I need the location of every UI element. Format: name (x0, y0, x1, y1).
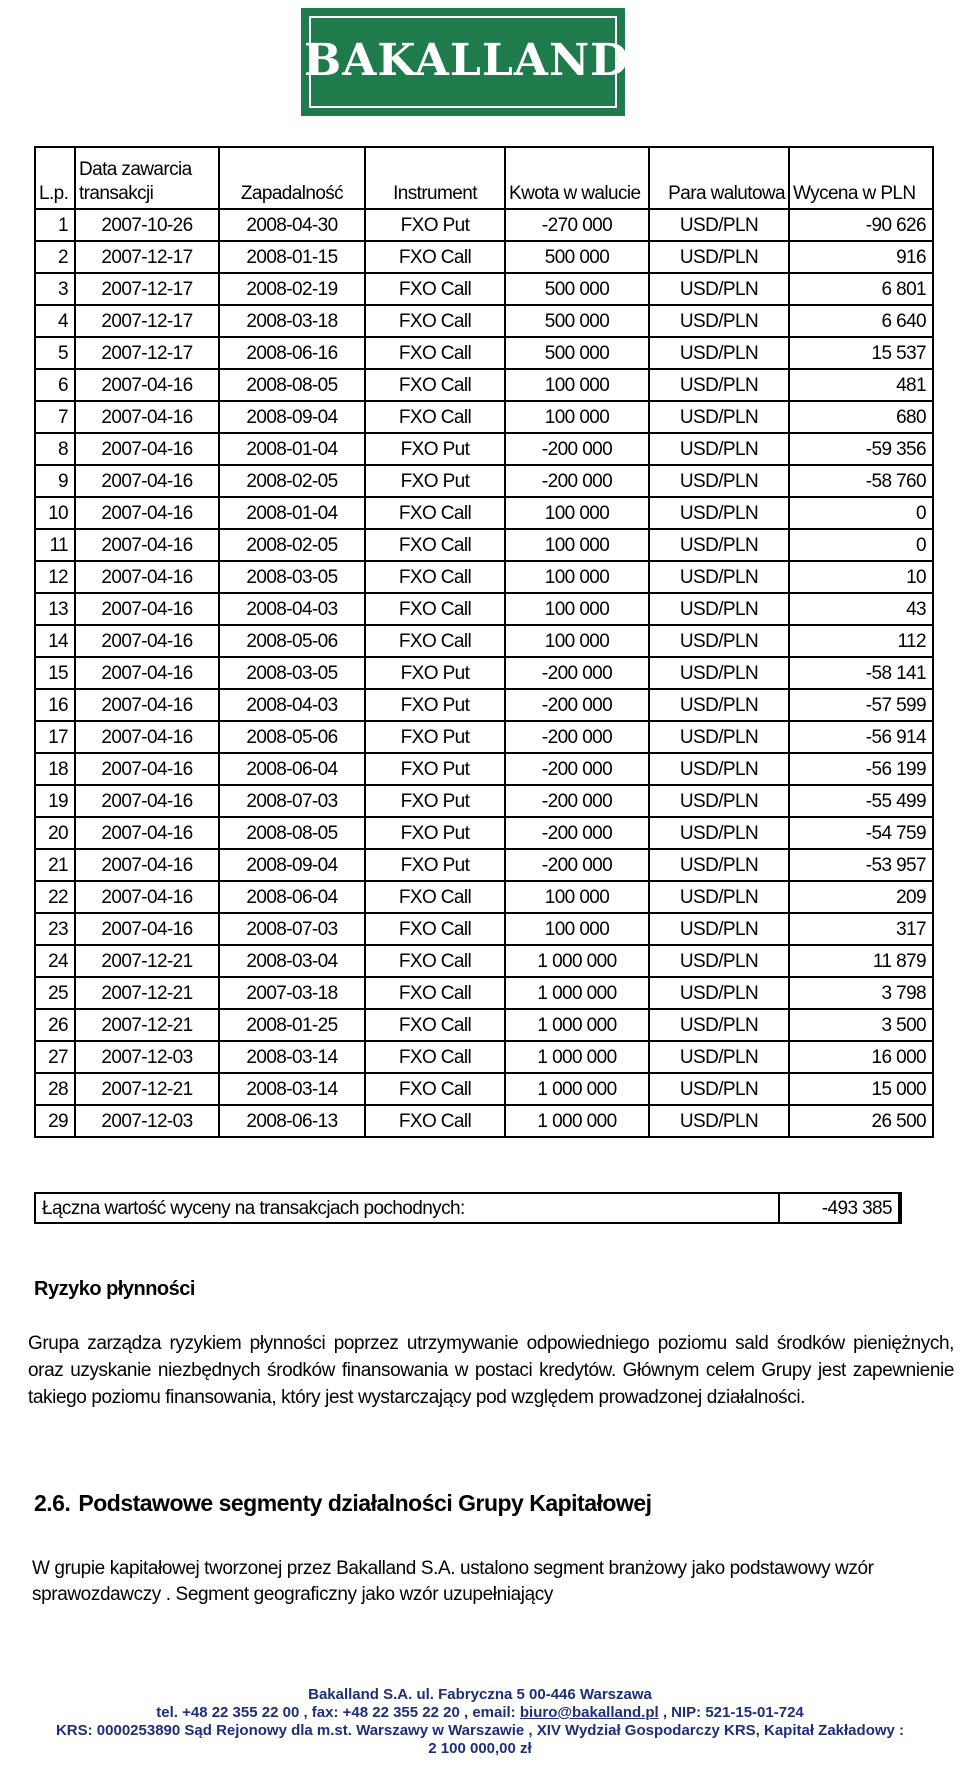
cell-instrument: FXO Call (365, 337, 505, 369)
table-row (35, 465, 933, 497)
cell-row-number: 13 (35, 593, 75, 625)
cell-row-number: 8 (35, 433, 75, 465)
cell-currency-pair: USD/PLN (649, 849, 789, 881)
cell-amount: 500 000 (505, 241, 649, 273)
cell-instrument: FXO Put (365, 817, 505, 849)
table-row (35, 753, 933, 785)
header-trade-date: Data zawarcia transakcji (75, 147, 219, 209)
cell-instrument: FXO Call (365, 305, 505, 337)
cell-amount: 1 000 000 (505, 1073, 649, 1105)
table-row (35, 561, 933, 593)
cell-maturity-date: 2008-04-30 (219, 209, 365, 241)
cell-trade-date: 2007-04-16 (75, 625, 219, 657)
cell-currency-pair: USD/PLN (649, 1105, 789, 1137)
cell-maturity-date: 2008-02-05 (219, 529, 365, 561)
cell-row-number: 9 (35, 465, 75, 497)
cell-row-number: 21 (35, 849, 75, 881)
cell-row-number: 15 (35, 657, 75, 689)
cell-instrument: FXO Call (365, 561, 505, 593)
table-row (35, 1105, 933, 1137)
table-row (35, 241, 933, 273)
cell-valuation: 916 (789, 241, 933, 273)
cell-currency-pair: USD/PLN (649, 945, 789, 977)
cell-row-number: 11 (35, 529, 75, 561)
liquidity-risk-paragraph: Grupa zarządza ryzykiem płynności poprzez utrzymywanie odpowiedniego poziomu sald środków pieniężnych, oraz uzyskanie niezbędnych środków finansowania w postaci kredytów. Głównym celem Grupy jest zapewnienie takiego poziomu finansowania, który jest wystarczający pod względem prowadzonej działalności. (28, 1333, 954, 1408)
table-row (35, 337, 933, 369)
cell-currency-pair: USD/PLN (649, 1041, 789, 1073)
cell-valuation: -55 499 (789, 785, 933, 817)
cell-instrument: FXO Call (365, 497, 505, 529)
cell-instrument: FXO Put (365, 433, 505, 465)
table-row (35, 721, 933, 753)
cell-instrument: FXO Call (365, 1009, 505, 1041)
cell-instrument: FXO Call (365, 401, 505, 433)
cell-row-number: 23 (35, 913, 75, 945)
cell-instrument: FXO Call (365, 913, 505, 945)
cell-row-number: 6 (35, 369, 75, 401)
header-maturity: Zapadalność (219, 147, 365, 209)
cell-trade-date: 2007-12-17 (75, 305, 219, 337)
cell-valuation: 15 000 (789, 1073, 933, 1105)
cell-row-number: 1 (35, 209, 75, 241)
cell-row-number: 28 (35, 1073, 75, 1105)
cell-instrument: FXO Call (365, 1041, 505, 1073)
cell-instrument: FXO Put (365, 689, 505, 721)
cell-amount: -200 000 (505, 849, 649, 881)
cell-amount: -200 000 (505, 753, 649, 785)
cell-maturity-date: 2008-02-05 (219, 465, 365, 497)
cell-instrument: FXO Call (365, 593, 505, 625)
cell-valuation: 6 640 (789, 305, 933, 337)
cell-instrument: FXO Put (365, 465, 505, 497)
cell-amount: -200 000 (505, 785, 649, 817)
cell-row-number: 29 (35, 1105, 75, 1137)
cell-currency-pair: USD/PLN (649, 529, 789, 561)
cell-amount: -200 000 (505, 433, 649, 465)
cell-row-number: 25 (35, 977, 75, 1009)
cell-maturity-date: 2008-07-03 (219, 913, 365, 945)
cell-amount: -200 000 (505, 689, 649, 721)
cell-row-number: 24 (35, 945, 75, 977)
cell-currency-pair: USD/PLN (649, 753, 789, 785)
cell-instrument: FXO Call (365, 945, 505, 977)
cell-row-number: 17 (35, 721, 75, 753)
cell-trade-date: 2007-04-16 (75, 913, 219, 945)
table-row (35, 529, 933, 561)
segments-title: Podstawowe segmenty działalności Grupy Kapitałowej (78, 1490, 652, 1516)
cell-amount: 1 000 000 (505, 1041, 649, 1073)
cell-maturity-date: 2008-03-05 (219, 561, 365, 593)
bakalland-logo (301, 8, 630, 116)
table-row (35, 497, 933, 529)
cell-currency-pair: USD/PLN (649, 433, 789, 465)
cell-valuation: 209 (789, 881, 933, 913)
cell-maturity-date: 2008-08-05 (219, 817, 365, 849)
table-row (35, 1073, 933, 1105)
cell-valuation: 0 (789, 497, 933, 529)
table-row (35, 433, 933, 465)
cell-amount: 1 000 000 (505, 1105, 649, 1137)
cell-valuation: 10 (789, 561, 933, 593)
cell-trade-date: 2007-04-16 (75, 465, 219, 497)
cell-instrument: FXO Call (365, 977, 505, 1009)
cell-currency-pair: USD/PLN (649, 401, 789, 433)
cell-maturity-date: 2007-03-18 (219, 977, 365, 1009)
cell-amount: 100 000 (505, 593, 649, 625)
footer-email-link[interactable]: biuro@bakalland.pl (519, 1704, 659, 1721)
cell-trade-date: 2007-04-16 (75, 369, 219, 401)
cell-instrument: FXO Put (365, 209, 505, 241)
table-row (35, 625, 933, 657)
cell-currency-pair: USD/PLN (649, 241, 789, 273)
cell-trade-date: 2007-04-16 (75, 721, 219, 753)
cell-currency-pair: USD/PLN (649, 305, 789, 337)
cell-row-number: 16 (35, 689, 75, 721)
cell-amount: 100 000 (505, 529, 649, 561)
header-lp: L.p. (35, 147, 75, 209)
cell-valuation: 0 (789, 529, 933, 561)
cell-currency-pair: USD/PLN (649, 465, 789, 497)
cell-currency-pair: USD/PLN (649, 497, 789, 529)
cell-maturity-date: 2008-04-03 (219, 689, 365, 721)
cell-currency-pair: USD/PLN (649, 721, 789, 753)
cell-maturity-date: 2008-03-14 (219, 1073, 365, 1105)
cell-trade-date: 2007-12-21 (75, 977, 219, 1009)
cell-trade-date: 2007-10-26 (75, 209, 219, 241)
cell-maturity-date: 2008-01-04 (219, 433, 365, 465)
cell-trade-date: 2007-04-16 (75, 497, 219, 529)
cell-currency-pair: USD/PLN (649, 817, 789, 849)
cell-trade-date: 2007-04-16 (75, 657, 219, 689)
cell-currency-pair: USD/PLN (649, 977, 789, 1009)
cell-maturity-date: 2008-06-04 (219, 753, 365, 785)
cell-amount: 500 000 (505, 273, 649, 305)
cell-row-number: 22 (35, 881, 75, 913)
header-valuation: Wycena w PLN (789, 147, 933, 209)
cell-valuation: -53 957 (789, 849, 933, 881)
cell-currency-pair: USD/PLN (649, 561, 789, 593)
cell-trade-date: 2007-12-21 (75, 1009, 219, 1041)
total-value-cell (778, 1192, 902, 1224)
cell-amount: -200 000 (505, 721, 649, 753)
cell-currency-pair: USD/PLN (649, 625, 789, 657)
cell-maturity-date: 2008-06-13 (219, 1105, 365, 1137)
cell-row-number: 26 (35, 1009, 75, 1041)
total-row (34, 1192, 900, 1224)
cell-instrument: FXO Call (365, 1105, 505, 1137)
cell-trade-date: 2007-04-16 (75, 785, 219, 817)
cell-maturity-date: 2008-05-06 (219, 625, 365, 657)
cell-maturity-date: 2008-01-15 (219, 241, 365, 273)
cell-amount: -200 000 (505, 465, 649, 497)
cell-valuation: 481 (789, 369, 933, 401)
cell-trade-date: 2007-04-16 (75, 753, 219, 785)
cell-row-number: 18 (35, 753, 75, 785)
cell-currency-pair: USD/PLN (649, 369, 789, 401)
cell-instrument: FXO Call (365, 1073, 505, 1105)
cell-amount: 1 000 000 (505, 945, 649, 977)
cell-currency-pair: USD/PLN (649, 209, 789, 241)
cell-amount: 100 000 (505, 881, 649, 913)
cell-valuation: 317 (789, 913, 933, 945)
footer-contact (0, 1704, 960, 1722)
table-header-row (35, 147, 933, 209)
cell-maturity-date: 2008-03-14 (219, 1041, 365, 1073)
cell-instrument: FXO Put (365, 753, 505, 785)
cell-maturity-date: 2008-06-16 (219, 337, 365, 369)
cell-instrument: FXO Call (365, 273, 505, 305)
cell-amount: -270 000 (505, 209, 649, 241)
cell-valuation: -59 356 (789, 433, 933, 465)
cell-maturity-date: 2008-03-18 (219, 305, 365, 337)
footer-registry: KRS: 0000253890 Sąd Rejonowy dla m.st. Warszawy w Warszawie , XIV Wydział Gospodarczy KRS, Kapitał Zakładowy : (55, 1722, 905, 1739)
segments-heading (34, 1490, 652, 1517)
cell-valuation: -57 599 (789, 689, 933, 721)
table-row (35, 785, 933, 817)
cell-instrument: FXO Call (365, 369, 505, 401)
cell-valuation: 680 (789, 401, 933, 433)
segments-section-number: 2.6. (34, 1490, 71, 1516)
table-row (35, 977, 933, 1009)
cell-valuation: 3 500 (789, 1009, 933, 1041)
cell-valuation: 3 798 (789, 977, 933, 1009)
cell-valuation: 26 500 (789, 1105, 933, 1137)
cell-trade-date: 2007-12-17 (75, 337, 219, 369)
cell-row-number: 5 (35, 337, 75, 369)
cell-amount: 500 000 (505, 337, 649, 369)
cell-trade-date: 2007-04-16 (75, 401, 219, 433)
cell-valuation: -58 141 (789, 657, 933, 689)
cell-row-number: 27 (35, 1041, 75, 1073)
cell-trade-date: 2007-12-21 (75, 945, 219, 977)
cell-maturity-date: 2008-02-19 (219, 273, 365, 305)
table-row (35, 401, 933, 433)
cell-amount: 1 000 000 (505, 977, 649, 1009)
cell-valuation: 43 (789, 593, 933, 625)
cell-valuation: -54 759 (789, 817, 933, 849)
cell-valuation: 11 879 (789, 945, 933, 977)
cell-valuation: 6 801 (789, 273, 933, 305)
cell-trade-date: 2007-04-16 (75, 529, 219, 561)
cell-instrument: FXO Put (365, 657, 505, 689)
footer-nip: , NIP: 521-15-01-724 (658, 1704, 804, 1721)
footer (0, 1686, 960, 1758)
cell-currency-pair: USD/PLN (649, 1073, 789, 1105)
cell-currency-pair: USD/PLN (649, 1009, 789, 1041)
cell-maturity-date: 2008-09-04 (219, 849, 365, 881)
table-row (35, 657, 933, 689)
cell-row-number: 14 (35, 625, 75, 657)
cell-amount: 100 000 (505, 625, 649, 657)
table-body (35, 209, 933, 1137)
cell-row-number: 19 (35, 785, 75, 817)
cell-maturity-date: 2008-09-04 (219, 401, 365, 433)
cell-currency-pair: USD/PLN (649, 593, 789, 625)
cell-instrument: FXO Put (365, 721, 505, 753)
cell-instrument: FXO Call (365, 241, 505, 273)
cell-amount: -200 000 (505, 657, 649, 689)
table-row (35, 689, 933, 721)
cell-currency-pair: USD/PLN (649, 881, 789, 913)
cell-valuation: 15 537 (789, 337, 933, 369)
cell-maturity-date: 2008-05-06 (219, 721, 365, 753)
cell-instrument: FXO Call (365, 529, 505, 561)
cell-row-number: 7 (35, 401, 75, 433)
cell-currency-pair: USD/PLN (649, 657, 789, 689)
footer-capital: 2 100 000,00 zł (428, 1740, 532, 1757)
table-row (35, 945, 933, 977)
cell-valuation: 16 000 (789, 1041, 933, 1073)
cell-maturity-date: 2008-03-05 (219, 657, 365, 689)
cell-amount: 100 000 (505, 369, 649, 401)
cell-maturity-date: 2008-06-04 (219, 881, 365, 913)
cell-trade-date: 2007-12-03 (75, 1041, 219, 1073)
table-row (35, 1009, 933, 1041)
header-currency-pair: Para walutowa (649, 147, 789, 209)
cell-row-number: 2 (35, 241, 75, 273)
cell-instrument: FXO Put (365, 785, 505, 817)
cell-trade-date: 2007-04-16 (75, 881, 219, 913)
cell-valuation: 112 (789, 625, 933, 657)
cell-amount: 100 000 (505, 497, 649, 529)
table-row (35, 913, 933, 945)
cell-trade-date: 2007-12-17 (75, 241, 219, 273)
cell-amount: 100 000 (505, 561, 649, 593)
cell-instrument: FXO Call (365, 881, 505, 913)
table-row (35, 273, 933, 305)
cell-instrument: FXO Put (365, 849, 505, 881)
cell-maturity-date: 2008-07-03 (219, 785, 365, 817)
cell-row-number: 20 (35, 817, 75, 849)
cell-trade-date: 2007-04-16 (75, 689, 219, 721)
cell-row-number: 12 (35, 561, 75, 593)
cell-trade-date: 2007-12-03 (75, 1105, 219, 1137)
cell-amount: 100 000 (505, 913, 649, 945)
segments-paragraph: W grupie kapitałowej tworzonej przez Bakalland S.A. ustalono segment branżowy jako podstawowy wzór sprawozdawczy . Segment geograficzny jako wzór uzupełniający (32, 1558, 874, 1605)
cell-amount: 100 000 (505, 401, 649, 433)
header-instrument: Instrument (365, 147, 505, 209)
header-amount: Kwota w walucie (505, 147, 649, 209)
table-row (35, 881, 933, 913)
cell-currency-pair: USD/PLN (649, 273, 789, 305)
cell-maturity-date: 2008-08-05 (219, 369, 365, 401)
cell-trade-date: 2007-04-16 (75, 817, 219, 849)
cell-maturity-date: 2008-01-04 (219, 497, 365, 529)
table-row (35, 305, 933, 337)
table-row (35, 1041, 933, 1073)
table-row (35, 817, 933, 849)
table-row (35, 369, 933, 401)
cell-trade-date: 2007-04-16 (75, 561, 219, 593)
logo-text: BAKALLAND (304, 35, 630, 86)
cell-trade-date: 2007-04-16 (75, 433, 219, 465)
cell-trade-date: 2007-04-16 (75, 593, 219, 625)
cell-currency-pair: USD/PLN (649, 913, 789, 945)
cell-trade-date: 2007-12-21 (75, 1073, 219, 1105)
table-row (35, 849, 933, 881)
footer-address: Bakalland S.A. ul. Fabryczna 5 00-446 Warszawa (308, 1686, 652, 1703)
cell-valuation: -56 914 (789, 721, 933, 753)
cell-row-number: 10 (35, 497, 75, 529)
cell-maturity-date: 2008-03-04 (219, 945, 365, 977)
cell-maturity-date: 2008-01-25 (219, 1009, 365, 1041)
derivatives-table (34, 146, 934, 1138)
cell-amount: -200 000 (505, 817, 649, 849)
cell-row-number: 3 (35, 273, 75, 305)
cell-trade-date: 2007-12-17 (75, 273, 219, 305)
cell-currency-pair: USD/PLN (649, 785, 789, 817)
liquidity-risk-heading: Ryzyko płynności (34, 1278, 195, 1300)
total-label: Łączna wartość wyceny na transakcjach pochodnych: (42, 1198, 465, 1219)
table-row (35, 209, 933, 241)
cell-trade-date: 2007-04-16 (75, 849, 219, 881)
cell-valuation: -58 760 (789, 465, 933, 497)
cell-row-number: 4 (35, 305, 75, 337)
cell-maturity-date: 2008-04-03 (219, 593, 365, 625)
footer-phone-fax: tel. +48 22 355 22 00 , fax: +48 22 355 22 20 , email: (156, 1704, 520, 1721)
total-value: -493 385 (821, 1198, 892, 1219)
cell-currency-pair: USD/PLN (649, 689, 789, 721)
cell-valuation: -90 626 (789, 209, 933, 241)
cell-currency-pair: USD/PLN (649, 337, 789, 369)
table-row (35, 593, 933, 625)
cell-valuation: -56 199 (789, 753, 933, 785)
cell-amount: 500 000 (505, 305, 649, 337)
cell-instrument: FXO Call (365, 625, 505, 657)
cell-amount: 1 000 000 (505, 1009, 649, 1041)
